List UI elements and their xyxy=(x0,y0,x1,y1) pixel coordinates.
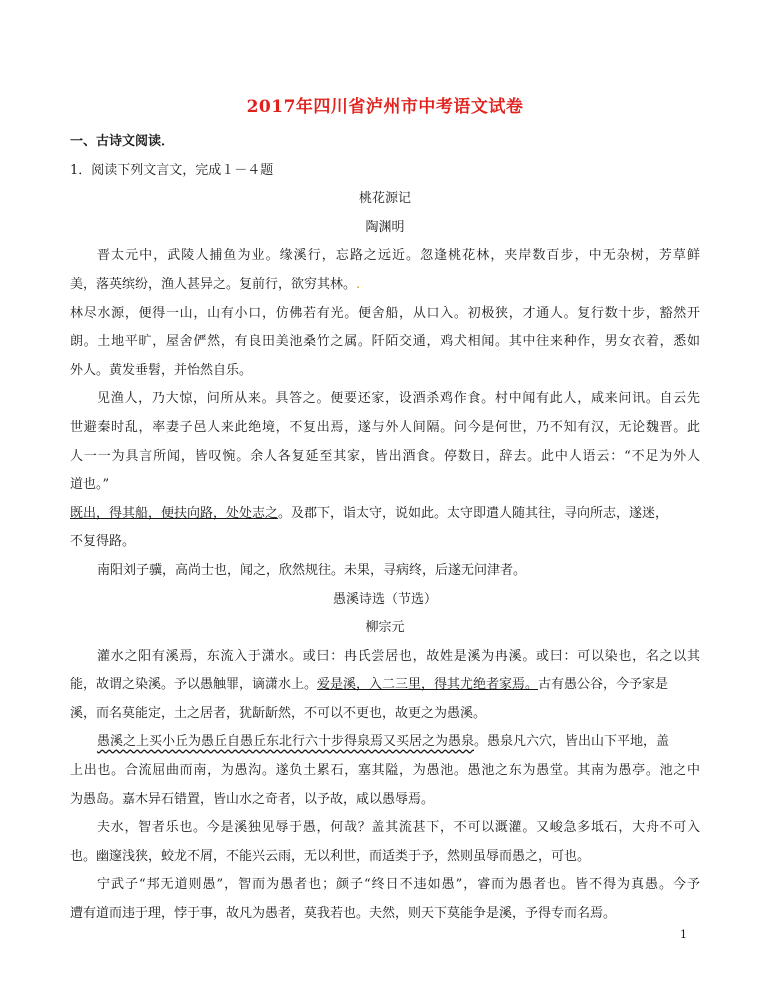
passage1-line: 世避秦时乱，率妻子邑人来此绝境，不复出焉，遂与外人间隔。问今是何世，乃不知有汉，无论魏晋。此 xyxy=(70,419,700,435)
passage2-line: 遭有道而违于理，悖于事，故凡为愚者，莫我若也。夫然，则天下莫能争是溪，予得专而名焉。 xyxy=(70,906,617,922)
passage2-line xyxy=(70,671,700,700)
highlight-mark: . xyxy=(356,276,361,292)
section-heading: 一、古诗文阅读． xyxy=(70,134,175,149)
page-number: 1 xyxy=(680,928,687,941)
passage1-line: 道也。” xyxy=(70,477,110,493)
passage1-author: 陶渊明 xyxy=(365,219,405,235)
passage1-line: 不复得路。 xyxy=(70,534,136,550)
question-intro: 1．阅读下列文言文，完成１－４题 xyxy=(70,162,274,178)
passage2-title: 愚溪诗选（节选） xyxy=(332,591,437,607)
passage1-line: 林尽水源，便得一山，山有小口，仿佛若有光。便舍船，从口入。初极狭，才通人。复行数十步，豁然开 xyxy=(70,305,700,321)
passage1-line: 朗。土地平旷，屋舍俨然，有良田美池桑竹之属。阡陌交通，鸡犬相闻。其中往来种作，男女衣着，悉如 xyxy=(70,334,700,350)
passage1-line: 人一一为具言所闻，皆叹惋。余人各复延至其家，皆出酒食。停数日，辞去。此中人语云：“不足为外人 xyxy=(70,448,700,464)
passage2-line: 上出也。合流屈曲而南，为愚沟。遂负土累石，塞其隘，为愚池。愚池之东为愚堂。其南为愚亭。池之中 xyxy=(70,763,700,779)
passage2-author: 柳宗元 xyxy=(365,620,405,636)
passage2-line: 溪，而名莫能定，土之居者，犹龂龂然，不可以不更也，故更之为愚溪。 xyxy=(70,705,487,721)
passage2-line: 夫水，智者乐也。今是溪独见辱于愚，何哉？盖其流甚下，不可以溉灌。又峻急多坻石，大舟不可入 xyxy=(97,820,700,836)
passage1-line: 见渔人，乃大惊，问所从来。具答之。便要还家，设酒杀鸡作食。村中闻有此人，咸来问讯。自云先 xyxy=(97,391,700,407)
exam-title: 2017年四川省泸州市中考语文试卷 xyxy=(246,97,524,117)
passage1-text: 。及郡下，诣太守，说如此。太守即遣人随其往，寻向所志，遂迷， xyxy=(278,505,669,521)
passage2-line: 宁武子“邦无道则愚”，智而为愚者也；颜子“终日不违如愚”，睿而为愚者也。皆不得为真愚。今予 xyxy=(97,877,700,893)
passage1-text: 美，落英缤纷，渔人甚异之。复前行，欲穷其林。 xyxy=(70,276,357,292)
passage2-line: 为愚岛。嘉木异石错置，皆山水之奇者，以予故，咸以愚辱焉。 xyxy=(70,791,435,807)
passage1-line xyxy=(70,271,700,300)
passage1-title: 桃花源记 xyxy=(358,191,411,207)
wavy-underlined-sentence: 愚溪之上买小丘为愚丘自愚丘东北行六十步得泉焉又买居之为愚泉 xyxy=(97,734,475,750)
passage1-line: 外人。黄发垂髫，并怡然自乐。 xyxy=(70,362,253,378)
passage2-line: 灌水之阳有溪焉，东流入于潇水。或曰：冉氏尝居也，故姓是溪为冉溪。或曰：可以染也，名之以其 xyxy=(97,648,700,664)
exam-content xyxy=(70,128,700,929)
underlined-sentence: 爱是溪，入二三里，得其尤绝者家焉。 xyxy=(317,677,539,693)
passage2-text: 能，故谓之染溪。予以愚触罪，谪潇水上。 xyxy=(70,677,318,693)
passage1-line: 晋太元中，武陵人捕鱼为业。缘溪行，忘路之远近。忽逢桃花林，夹岸数百步，中无杂树，芳草鲜 xyxy=(97,248,700,264)
passage2-text: 古有愚公谷，今予家是 xyxy=(538,677,669,693)
passage2-line: 也。幽邃浅狭，蛟龙不屑，不能兴云雨，无以利世，而适类于予，然则虽辱而愚之，可也。 xyxy=(70,848,591,864)
passage1-line xyxy=(70,500,700,529)
passage2-line xyxy=(70,728,700,757)
passage1-line: 南阳刘子骥，高尚士也，闻之，欣然规往。未果，寻病终，后遂无问津者。 xyxy=(97,562,527,578)
underlined-sentence: 既出，得其船，便扶向路，处处志之 xyxy=(70,505,279,521)
passage2-text: 。愚泉凡六穴，皆出山下平地，盖 xyxy=(474,734,670,750)
